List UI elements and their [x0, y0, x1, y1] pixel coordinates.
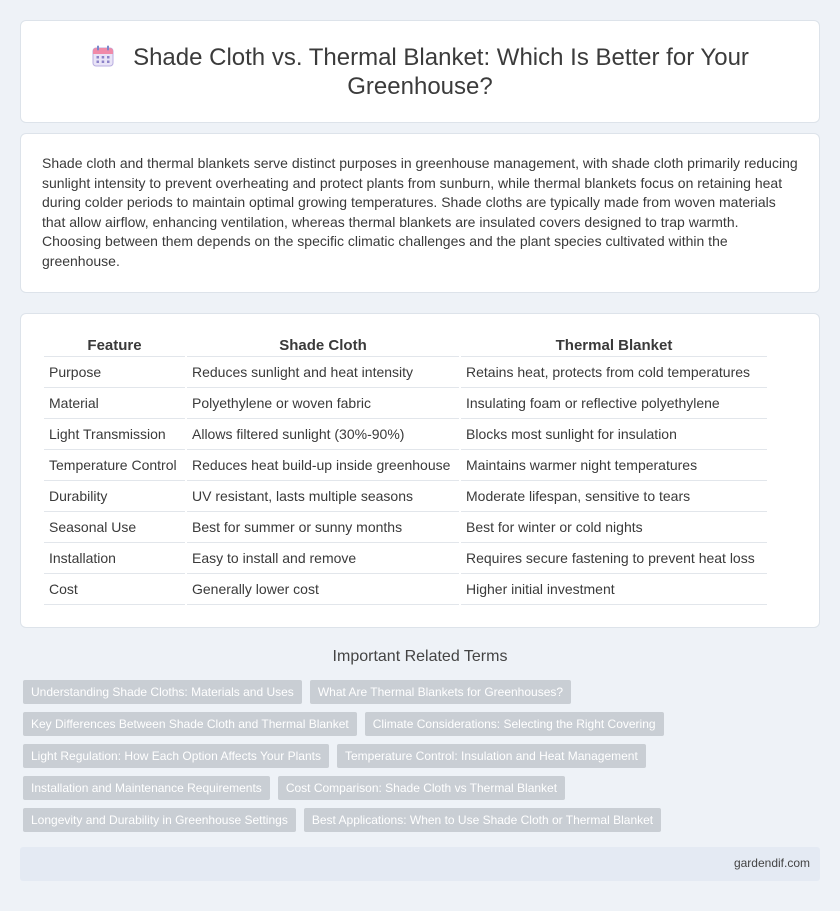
related-term-link[interactable]: Installation and Maintenance Requirements	[23, 776, 270, 800]
related-terms-row	[23, 680, 823, 704]
related-terms-list	[23, 680, 823, 840]
row-feature: Temperature Control	[44, 450, 185, 481]
related-term-link[interactable]: Understanding Shade Cloths: Materials and Uses	[23, 680, 302, 704]
table-row	[44, 419, 767, 450]
comparison-table	[42, 335, 769, 605]
row-feature: Material	[44, 388, 185, 419]
related-terms-row	[23, 808, 823, 832]
related-terms-row	[23, 712, 823, 736]
header-thermal-blanket: Thermal Blanket	[461, 335, 767, 357]
table-header-row	[44, 335, 767, 357]
row-thermal-blanket: Insulating foam or reflective polyethylene	[461, 388, 767, 419]
row-shade-cloth: Allows filtered sunlight (30%-90%)	[187, 419, 459, 450]
row-shade-cloth: Generally lower cost	[187, 574, 459, 605]
related-terms-row	[23, 744, 823, 768]
row-feature: Cost	[44, 574, 185, 605]
related-term-link[interactable]: What Are Thermal Blankets for Greenhouses?	[310, 680, 571, 704]
row-shade-cloth: Easy to install and remove	[187, 543, 459, 574]
row-feature: Seasonal Use	[44, 512, 185, 543]
row-feature: Light Transmission	[44, 419, 185, 450]
calendar-icon	[91, 44, 115, 68]
page-title: Shade Cloth vs. Thermal Blanket: Which Is Better for Your Greenhouse?	[133, 44, 749, 100]
footer-bar	[20, 847, 820, 881]
related-term-link[interactable]: Climate Considerations: Selecting the Right Covering	[365, 712, 664, 736]
table-row	[44, 574, 767, 605]
row-thermal-blanket: Moderate lifespan, sensitive to tears	[461, 481, 767, 512]
table-row	[44, 357, 767, 388]
header-feature: Feature	[44, 335, 185, 357]
row-feature: Durability	[44, 481, 185, 512]
row-shade-cloth: Reduces heat build-up inside greenhouse	[187, 450, 459, 481]
comparison-card	[20, 313, 820, 628]
row-thermal-blanket: Blocks most sunlight for insulation	[461, 419, 767, 450]
row-feature: Installation	[44, 543, 185, 574]
related-term-link[interactable]: Temperature Control: Insulation and Heat Management	[337, 744, 646, 768]
row-thermal-blanket: Requires secure fastening to prevent heat loss	[461, 543, 767, 574]
row-shade-cloth: Reduces sunlight and heat intensity	[187, 357, 459, 388]
table-row	[44, 512, 767, 543]
row-thermal-blanket: Best for winter or cold nights	[461, 512, 767, 543]
intro-card	[20, 133, 820, 293]
title-card	[20, 20, 820, 123]
header-shade-cloth: Shade Cloth	[187, 335, 459, 357]
row-shade-cloth: UV resistant, lasts multiple seasons	[187, 481, 459, 512]
row-shade-cloth: Best for summer or sunny months	[187, 512, 459, 543]
intro-paragraph: Shade cloth and thermal blankets serve distinct purposes in greenhouse management, with shade cloth primarily reducing sunlight intensity to prevent overheating and protect plants from sunburn, while thermal blankets focus on retaining heat during colder periods to maintain optimal growing temperatures. Shade cloths are typically made from woven materials that allow airflow, enhancing ventilation, whereas thermal blankets are insulated covers designed to trap warmth. Choosing between them depends on the specific climatic challenges and the plant species cultivated within the greenhouse.	[42, 155, 798, 269]
row-shade-cloth: Polyethylene or woven fabric	[187, 388, 459, 419]
related-term-link[interactable]: Longevity and Durability in Greenhouse Settings	[23, 808, 296, 832]
table-row	[44, 450, 767, 481]
table-row	[44, 388, 767, 419]
related-term-link[interactable]: Best Applications: When to Use Shade Cloth or Thermal Blanket	[304, 808, 661, 832]
row-thermal-blanket: Maintains warmer night temperatures	[461, 450, 767, 481]
related-term-link[interactable]: Cost Comparison: Shade Cloth vs Thermal Blanket	[278, 776, 565, 800]
table-row	[44, 481, 767, 512]
related-term-link[interactable]: Light Regulation: How Each Option Affects Your Plants	[23, 744, 329, 768]
row-thermal-blanket: Retains heat, protects from cold temperatures	[461, 357, 767, 388]
row-feature: Purpose	[44, 357, 185, 388]
table-row	[44, 543, 767, 574]
footer-site-name: gardendif.com	[733, 856, 810, 870]
row-thermal-blanket: Higher initial investment	[461, 574, 767, 605]
related-terms-row	[23, 776, 823, 800]
related-terms-heading: Important Related Terms	[332, 648, 508, 665]
related-term-link[interactable]: Key Differences Between Shade Cloth and Thermal Blanket	[23, 712, 357, 736]
